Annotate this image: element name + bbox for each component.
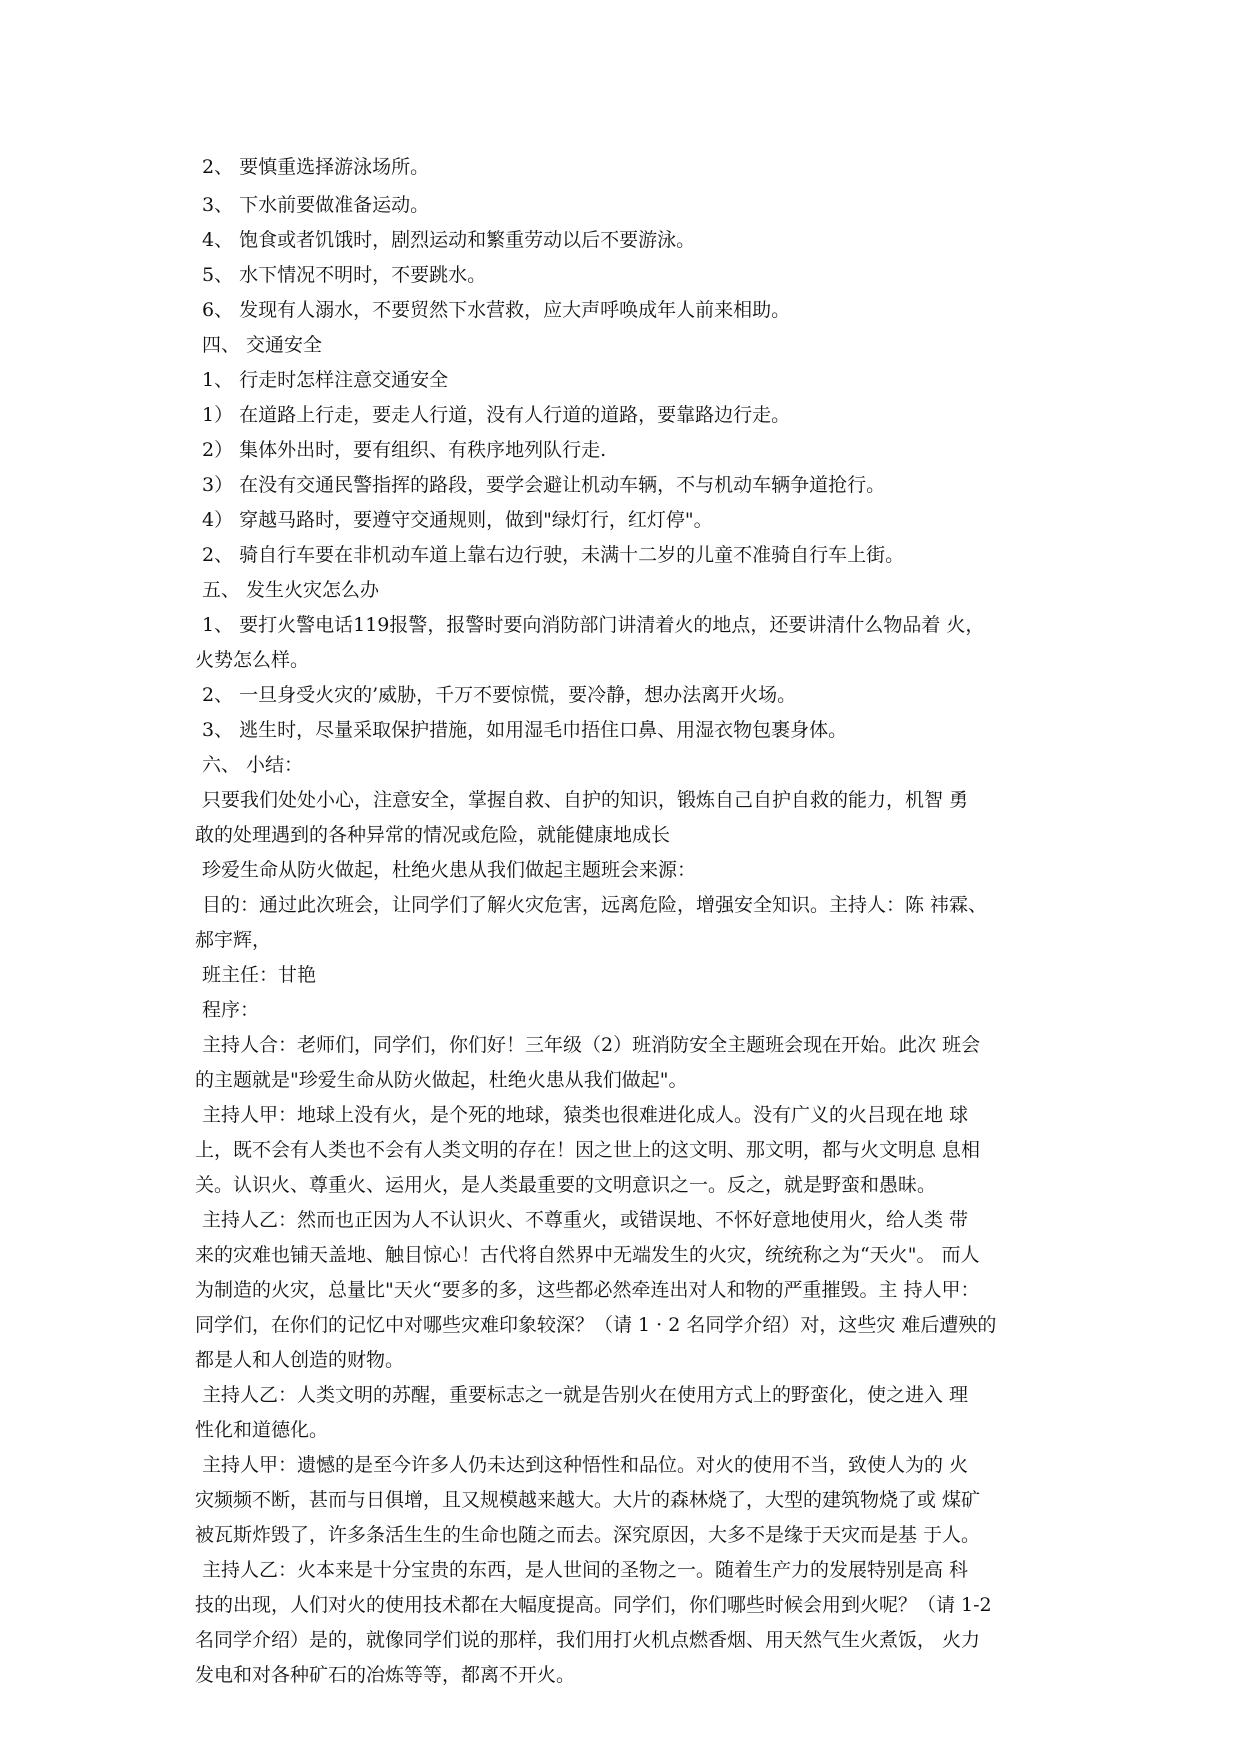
- text-line: 主持人乙：人类文明的苏醒，重要标志之一就是告别火在使用方式上的野蛮化，使之进入 理: [202, 1384, 969, 1406]
- text-line: 技的出现，人们对火的使用技术都在大幅度提高。同学们，你们哪些时候会用到火呢？（请 1-2: [195, 1594, 992, 1616]
- text-line: 同学们，在你们的记忆中对哪些灾难印象较深？（请 1 · 2 名同学介绍）对，这些灾 难后遭殃的: [195, 1314, 997, 1336]
- text-line: 主持人甲：遗憾的是至今许多人仍未达到这种悟性和品位。对火的使用不当，致使人为的 火: [202, 1454, 969, 1476]
- text-line: 主持人合：老师们，同学们，你们好！三年级（2）班消防安全主题班会现在开始。此次 班会: [202, 1034, 981, 1056]
- text-line: 2、 一旦身受火灾的’威胁，千万不要惊慌，要冷静，想办法离开火场。: [202, 684, 797, 706]
- text-line: 6、 发现有人溺水，不要贸然下水营救，应大声呼唤成年人前来相助。: [202, 299, 791, 321]
- text-line: 主持人乙：火本来是十分宝贵的东西，是人世间的圣物之一。随着生产力的发展特别是高 科: [202, 1559, 969, 1581]
- text-line: 名同学介绍）是的，就像同学们说的那样，我们用打火机点燃香烟、用天然气生火煮饭， 火力: [195, 1629, 981, 1651]
- text-line: 目的：通过此次班会，让同学们了解火灾危害，远离危险，增强安全知识。主持人：陈 祎霖、: [202, 894, 988, 916]
- text-line: 关。认识火、尊重火、运用火，是人类最重要的文明意识之一。反之，就是野蛮和愚昧。: [195, 1174, 937, 1196]
- text-line: 程序：: [202, 999, 260, 1021]
- text-line: 只要我们处处小心，注意安全，掌握自救、自护的知识，锻炼自己自护自救的能力，机智 勇: [202, 789, 969, 811]
- text-line: 都是人和人创造的财物。: [195, 1349, 405, 1371]
- text-line: 敢的处理遇到的各种异常的情况或危险，就能健康地成长: [195, 824, 671, 846]
- section-heading: 四、 交通安全: [202, 334, 323, 356]
- text-line: 1、 行走时怎样注意交通安全: [202, 369, 449, 391]
- text-line: 4） 穿越马路时，要遵守交通规则，做到"绿灯行，红灯停"。: [202, 509, 713, 531]
- text-line: 主持人乙：然而也正因为人不认识火、不尊重火，或错误地、不怀好意地使用火，给人类 带: [202, 1209, 969, 1231]
- text-line: 火势怎么样。: [195, 649, 310, 671]
- text-line: 珍爱生命从防火做起，杜绝火患从我们做起主题班会来源：: [202, 859, 697, 881]
- text-line: 1、 要打火警电话119报警，报警时要向消防部门讲清着火的地点，还要讲清什么物品着 火，: [202, 614, 985, 636]
- text-line: 3、 逃生时，尽量采取保护措施，如用湿毛巾捂住口鼻、用湿衣物包裹身体。: [202, 719, 848, 741]
- text-line: 1） 在道路上行走，要走人行道，没有人行道的道路，要靠路边行走。: [202, 404, 791, 426]
- text-line: 郝宇辉，: [195, 929, 272, 951]
- text-line: 主持人甲：地球上没有火，是个死的地球，猿类也很难进化成人。没有广义的火吕现在地 球: [202, 1104, 969, 1126]
- text-line: 4、 饱食或者饥饿时，剧烈运动和繁重劳动以后不要游泳。: [202, 229, 696, 251]
- text-line: 灾频频不断，甚而与日俱增，且又规模越来越大。大片的森林烧了，大型的建筑物烧了或 煤矿: [195, 1489, 981, 1511]
- text-line: 3、 下水前要做准备运动。: [202, 194, 430, 216]
- text-line: 来的灾难也铺天盖地、触目惊心！古代将自然界中无端发生的火灾，统统称之为“天火"。 而人: [195, 1244, 980, 1266]
- text-line: 为制造的火灾，总量比"天火“要多的多，这些都必然牵连出对人和物的严重摧毁。主 持人甲：: [195, 1279, 980, 1301]
- section-heading: 五、 发生火灾怎么办: [202, 579, 380, 601]
- text-line: 5、 水下情况不明时，不要跳水。: [202, 264, 487, 286]
- text-line: 被瓦斯炸毁了，许多条活生生的生命也随之而去。深究原因，大多不是缘于天灾而是基 于人。: [195, 1524, 981, 1546]
- text-line: 的主题就是"珍爱生命从防火做起，杜绝火患从我们做起"。: [195, 1069, 688, 1091]
- text-line: 2、 要慎重选择游泳场所。: [202, 156, 430, 178]
- text-line: 2、 骑自行车要在非机动车道上靠右边行驶，未满十二岁的儿童不准骑自行车上街。: [202, 544, 905, 566]
- text-line: 上，既不会有人类也不会有人类文明的存在！因之世上的这文明、那文明，都与火文明息 息相: [195, 1139, 981, 1161]
- text-line: 3） 在没有交通民警指挥的路段，要学会避让机动车辆，不与机动车辆争道抢行。: [202, 474, 886, 496]
- text-line: 发电和对各种矿石的冶炼等等，都离不开火。: [195, 1664, 576, 1686]
- text-line: 2） 集体外出时，要有组织、有秩序地列队行走.: [202, 439, 607, 461]
- section-heading: 六、 小结：: [202, 754, 304, 776]
- text-line: 性化和道德化。: [195, 1419, 329, 1441]
- document-body: [195, 150, 1075, 1693]
- text-line: 班主任：甘艳: [202, 964, 317, 986]
